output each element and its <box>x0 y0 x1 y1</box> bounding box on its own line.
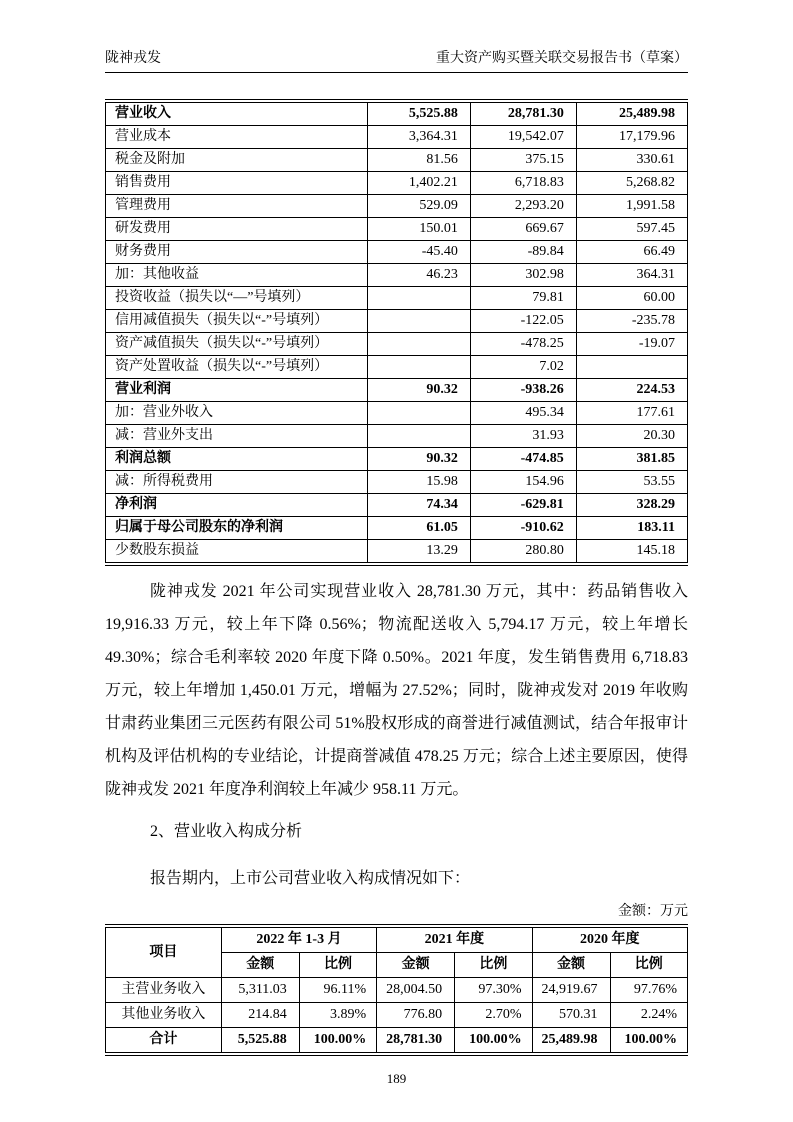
row-value: -938.26 <box>470 379 576 402</box>
row-value: 214.84 <box>221 1003 299 1028</box>
row-value: 7.02 <box>470 356 576 379</box>
column-subheader: 金额 <box>221 953 299 978</box>
row-value <box>367 333 470 356</box>
table-row <box>106 195 688 218</box>
revenue-composition-head <box>106 926 688 978</box>
page-number: 189 <box>386 1071 407 1086</box>
row-label: 其他业务收入 <box>106 1003 222 1028</box>
table-row <box>106 494 688 517</box>
income-statement-body <box>106 101 688 564</box>
analysis-paragraph: 陇神戎发 2021 年公司实现营业收入 28,781.30 万元，其中：药品销售收入 19,916.33 万元，较上年下降 0.56%；物流配送收入 5,794.17 万元，较上年增长 49.30%；综合毛利率较 2020 年度下降 0.50%。2021 年度，发生销售费用 6,718.83 万元，较上年增加 1,450.01 万元，增幅为 27.52%；同时，陇神戎发对 2019 年收购甘肃药业集团三元医药有限公司 51%股权形成的商誉进行减值测试，结合年报审计机构及评估机构的专业结论，计提商誉减值 478.25 万元；综合上述主要原因，使得陇神戎发 2021 年度净利润较上年减少 958.11 万元。 <box>105 583 688 798</box>
row-value: 5,525.88 <box>221 1028 299 1055</box>
unit-label: 金额：万元 <box>618 904 688 919</box>
row-value: -235.78 <box>576 310 687 333</box>
row-value: 330.61 <box>576 149 687 172</box>
row-value: 97.76% <box>610 978 687 1003</box>
table-row <box>106 333 688 356</box>
table-row <box>106 149 688 172</box>
row-value: 375.15 <box>470 149 576 172</box>
row-label: 利润总额 <box>106 448 368 471</box>
intro-paragraph: 报告期内，上市公司营业收入构成情况如下： <box>150 870 471 887</box>
row-value: 183.11 <box>576 517 687 540</box>
row-value: -19.07 <box>576 333 687 356</box>
row-value: 60.00 <box>576 287 687 310</box>
row-value: 776.80 <box>377 1003 455 1028</box>
table-row <box>106 310 688 333</box>
row-value <box>367 402 470 425</box>
row-value: 154.96 <box>470 471 576 494</box>
section-heading: 2、营业收入构成分析 <box>150 823 303 840</box>
row-label: 营业利润 <box>106 379 368 402</box>
row-value: 28,781.30 <box>377 1028 455 1055</box>
row-label: 净利润 <box>106 494 368 517</box>
row-value: 1,991.58 <box>576 195 687 218</box>
row-value: 224.53 <box>576 379 687 402</box>
row-label: 财务费用 <box>106 241 368 264</box>
row-label: 主营业务收入 <box>106 978 222 1003</box>
row-value: 145.18 <box>576 540 687 565</box>
row-value: 100.00% <box>455 1028 532 1055</box>
row-value: 1,402.21 <box>367 172 470 195</box>
row-value: 96.11% <box>299 978 376 1003</box>
table-row <box>106 126 688 149</box>
row-value: 25,489.98 <box>576 101 687 126</box>
header-report-title: 重大资产购买暨关联交易报告书（草案） <box>436 51 688 66</box>
table-row <box>106 471 688 494</box>
row-value: 74.34 <box>367 494 470 517</box>
row-value: 97.30% <box>455 978 532 1003</box>
row-value: -478.25 <box>470 333 576 356</box>
row-value: 81.56 <box>367 149 470 172</box>
row-label: 加：营业外收入 <box>106 402 368 425</box>
row-value: 61.05 <box>367 517 470 540</box>
income-statement-table <box>105 99 688 566</box>
table-row <box>106 402 688 425</box>
row-label: 合计 <box>106 1028 222 1055</box>
row-value <box>367 356 470 379</box>
row-label: 营业收入 <box>106 101 368 126</box>
row-value: 2.70% <box>455 1003 532 1028</box>
row-value: 20.30 <box>576 425 687 448</box>
table-row <box>106 241 688 264</box>
row-value: 79.81 <box>470 287 576 310</box>
row-value: 5,268.82 <box>576 172 687 195</box>
row-value: 13.29 <box>367 540 470 565</box>
row-label: 投资收益（损失以“—”号填列） <box>106 287 368 310</box>
row-value: 100.00% <box>299 1028 376 1055</box>
row-label: 资产减值损失（损失以“-”号填列） <box>106 333 368 356</box>
row-value: 364.31 <box>576 264 687 287</box>
table-header-row <box>106 926 688 953</box>
row-value: 46.23 <box>367 264 470 287</box>
column-header-period: 2022 年 1-3 月 <box>221 926 376 953</box>
row-value: 280.80 <box>470 540 576 565</box>
row-value: -89.84 <box>470 241 576 264</box>
row-label: 销售费用 <box>106 172 368 195</box>
row-value: 2,293.20 <box>470 195 576 218</box>
column-subheader: 比例 <box>455 953 532 978</box>
row-value: 570.31 <box>532 1003 610 1028</box>
row-label: 加：其他收益 <box>106 264 368 287</box>
column-header-item: 项目 <box>106 926 222 978</box>
table-row <box>106 356 688 379</box>
column-subheader: 比例 <box>610 953 687 978</box>
row-value: 3.89% <box>299 1003 376 1028</box>
row-value: 597.45 <box>576 218 687 241</box>
row-value: 24,919.67 <box>532 978 610 1003</box>
table-row <box>106 425 688 448</box>
row-value: 5,311.03 <box>221 978 299 1003</box>
revenue-composition-table <box>105 924 688 1056</box>
row-value: 150.01 <box>367 218 470 241</box>
row-value: 28,004.50 <box>377 978 455 1003</box>
row-value: 669.67 <box>470 218 576 241</box>
row-value: 177.61 <box>576 402 687 425</box>
row-value: 90.32 <box>367 448 470 471</box>
row-value: 2.24% <box>610 1003 687 1028</box>
row-label: 归属于母公司股东的净利润 <box>106 517 368 540</box>
row-value: 19,542.07 <box>470 126 576 149</box>
table-row <box>106 448 688 471</box>
row-value: -629.81 <box>470 494 576 517</box>
row-value: -474.85 <box>470 448 576 471</box>
table-row <box>106 101 688 126</box>
table-row <box>106 540 688 565</box>
column-subheader: 金额 <box>377 953 455 978</box>
column-header-period: 2021 年度 <box>377 926 532 953</box>
row-value: 3,364.31 <box>367 126 470 149</box>
row-value: 495.34 <box>470 402 576 425</box>
row-value: -122.05 <box>470 310 576 333</box>
row-label: 研发费用 <box>106 218 368 241</box>
table-row <box>106 218 688 241</box>
row-value: 28,781.30 <box>470 101 576 126</box>
row-label: 管理费用 <box>106 195 368 218</box>
table-row <box>106 978 688 1003</box>
table-row <box>106 379 688 402</box>
row-value <box>367 310 470 333</box>
row-value: 100.00% <box>610 1028 687 1055</box>
row-label: 少数股东损益 <box>106 540 368 565</box>
row-value: -910.62 <box>470 517 576 540</box>
row-label: 信用减值损失（损失以“-”号填列） <box>106 310 368 333</box>
row-value: 25,489.98 <box>532 1028 610 1055</box>
table-row <box>106 1003 688 1028</box>
row-value: -45.40 <box>367 241 470 264</box>
row-value: 17,179.96 <box>576 126 687 149</box>
row-value: 529.09 <box>367 195 470 218</box>
row-value <box>367 425 470 448</box>
row-label: 资产处置收益（损失以“-”号填列） <box>106 356 368 379</box>
column-header-period: 2020 年度 <box>532 926 687 953</box>
row-value: 31.93 <box>470 425 576 448</box>
row-value: 15.98 <box>367 471 470 494</box>
table-row <box>106 264 688 287</box>
row-value: 302.98 <box>470 264 576 287</box>
row-value: 5,525.88 <box>367 101 470 126</box>
row-value: 53.55 <box>576 471 687 494</box>
revenue-composition-body <box>106 978 688 1055</box>
row-label: 营业成本 <box>106 126 368 149</box>
row-value: 90.32 <box>367 379 470 402</box>
row-value <box>576 356 687 379</box>
table-row <box>106 517 688 540</box>
table-row <box>106 172 688 195</box>
row-label: 税金及附加 <box>106 149 368 172</box>
row-value: 66.49 <box>576 241 687 264</box>
header-company-name: 陇神戎发 <box>105 51 161 66</box>
row-value <box>367 287 470 310</box>
row-label: 减：所得税费用 <box>106 471 368 494</box>
row-value: 328.29 <box>576 494 687 517</box>
column-subheader: 金额 <box>532 953 610 978</box>
row-value: 6,718.83 <box>470 172 576 195</box>
table-row <box>106 1028 688 1055</box>
table-row <box>106 287 688 310</box>
row-value: 381.85 <box>576 448 687 471</box>
row-label: 减：营业外支出 <box>106 425 368 448</box>
column-subheader: 比例 <box>299 953 376 978</box>
running-header <box>105 50 688 73</box>
